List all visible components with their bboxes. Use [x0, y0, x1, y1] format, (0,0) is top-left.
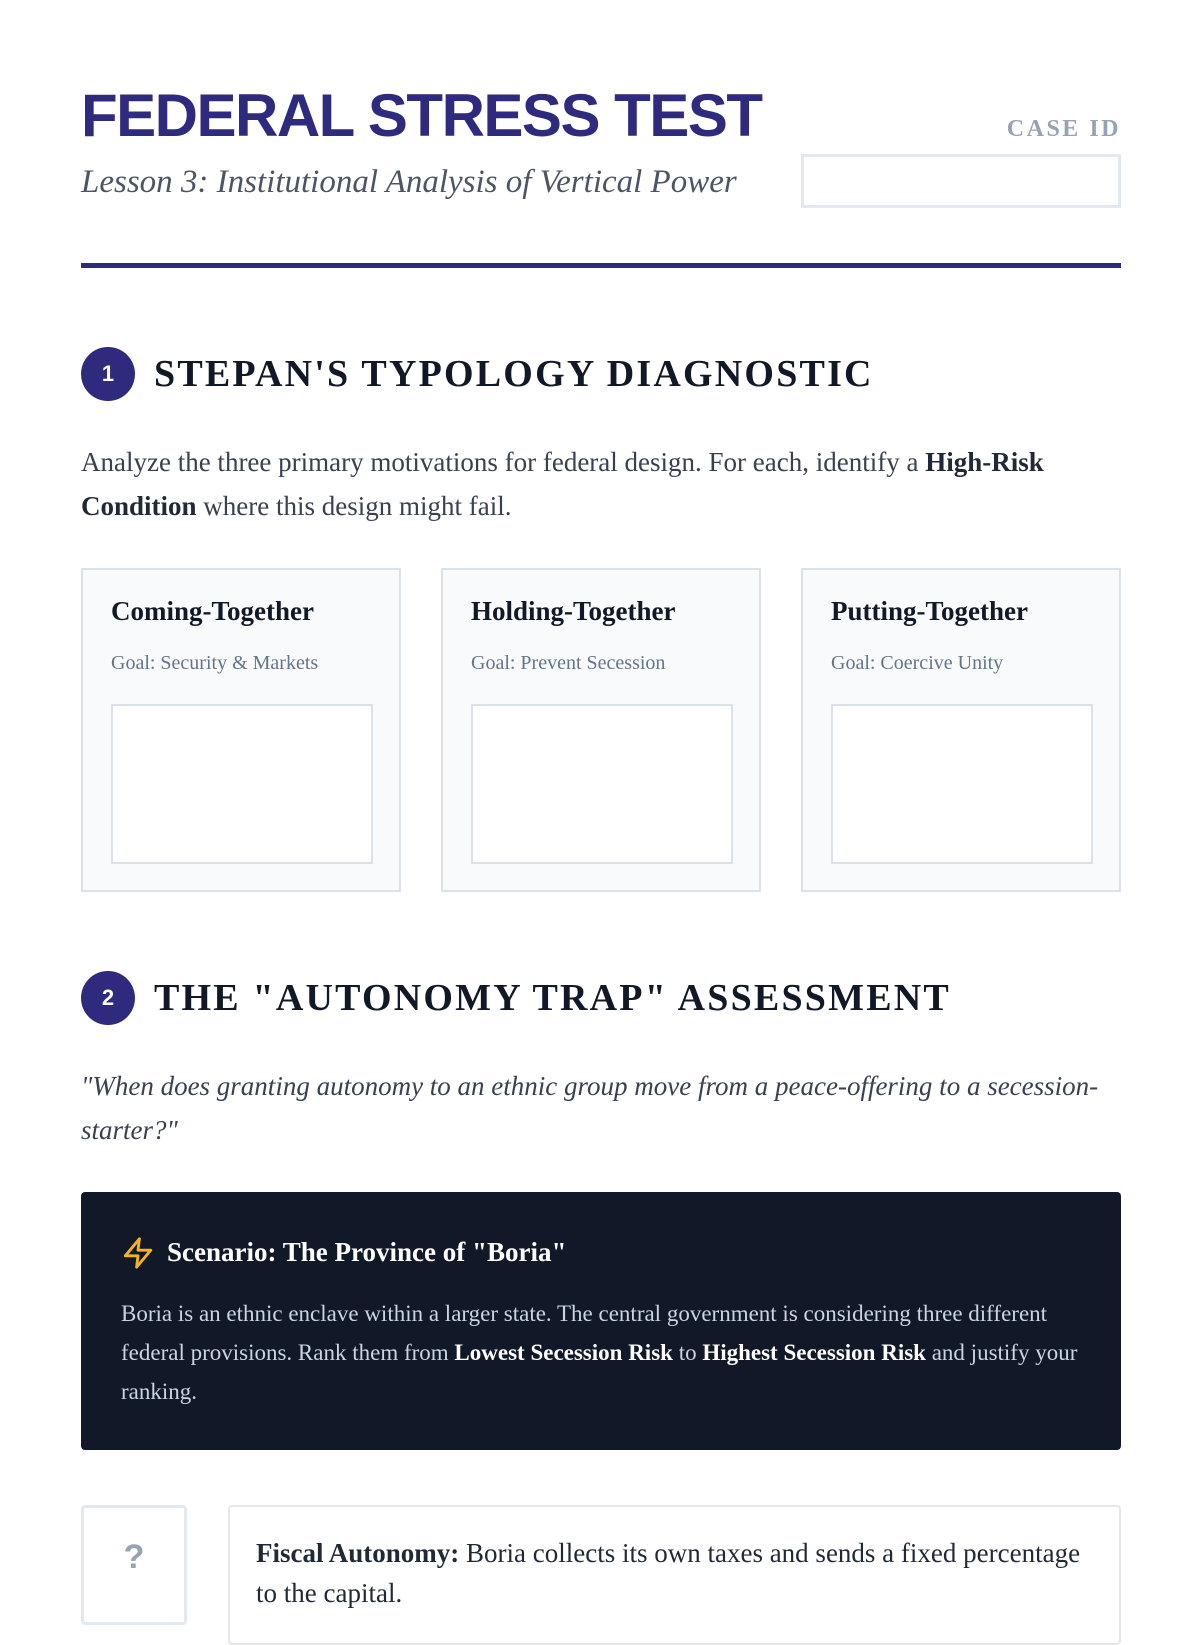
section-title: THE "AUTONOMY TRAP" ASSESSMENT [154, 977, 951, 1019]
high-risk-condition-input[interactable] [471, 704, 733, 864]
section-2-heading [81, 971, 1081, 1025]
scenario-emphasis-highest: Highest Secession Risk [702, 1340, 926, 1365]
lightning-bolt-icon [121, 1236, 155, 1270]
typology-card-coming-together [81, 568, 401, 892]
instructions-emphasis: High-Risk Condition [81, 447, 1044, 521]
section-1-instructions [81, 440, 1121, 528]
provision-text [256, 1533, 1086, 1613]
page-title: FEDERAL STRESS TEST [81, 82, 762, 149]
high-risk-condition-input[interactable] [111, 704, 373, 864]
scenario-text: Boria is an ethnic enclave within a larger state. The central government is considering three different federal provisions. Rank them from [121, 1301, 1048, 1365]
card-goal: Goal: Coercive Unity [831, 652, 1004, 674]
scenario-text: to [672, 1340, 703, 1365]
card-title: Putting-Together [831, 596, 1028, 626]
page-subtitle: Lesson 3: Institutional Analysis of Vertical Power [81, 164, 737, 200]
section-1-heading [81, 347, 981, 401]
instructions-text-end: where this design might fail. [196, 491, 512, 521]
scenario-title: Scenario: The Province of "Boria" [167, 1237, 567, 1267]
case-id-input[interactable] [801, 154, 1121, 208]
provision-label: Fiscal Autonomy: [256, 1538, 460, 1568]
case-id-label: CASE ID [1006, 116, 1121, 142]
typology-card-putting-together [801, 568, 1121, 892]
instructions-text: Analyze the three primary motivations for federal design. For each, identify a [81, 447, 926, 477]
section-number-badge: 2 [81, 971, 135, 1025]
scenario-text-end: and justify your ranking. [121, 1340, 1078, 1404]
worksheet-header [81, 80, 1121, 268]
rank-input-box[interactable]: ? [81, 1505, 187, 1625]
card-goal: Goal: Security & Markets [111, 652, 319, 674]
card-title: Coming-Together [111, 596, 314, 626]
scenario-description [121, 1294, 1081, 1411]
scenario-emphasis-lowest: Lowest Secession Risk [454, 1340, 673, 1365]
section-number-badge: 1 [81, 347, 135, 401]
card-title: Holding-Together [471, 596, 676, 626]
section-title: STEPAN'S TYPOLOGY DIAGNOSTIC [154, 353, 874, 395]
high-risk-condition-input[interactable] [831, 704, 1093, 864]
scenario-panel [81, 1192, 1121, 1450]
provision-card-fiscal-autonomy [228, 1505, 1121, 1645]
provision-description: Boria collects its own taxes and sends a fixed percentage to the capital. [256, 1538, 1081, 1608]
guiding-question: "When does granting autonomy to an ethnic group move from a peace-offering to a secession-starter?" [81, 1071, 1099, 1145]
card-goal: Goal: Prevent Secession [471, 652, 666, 674]
typology-card-holding-together [441, 568, 761, 892]
